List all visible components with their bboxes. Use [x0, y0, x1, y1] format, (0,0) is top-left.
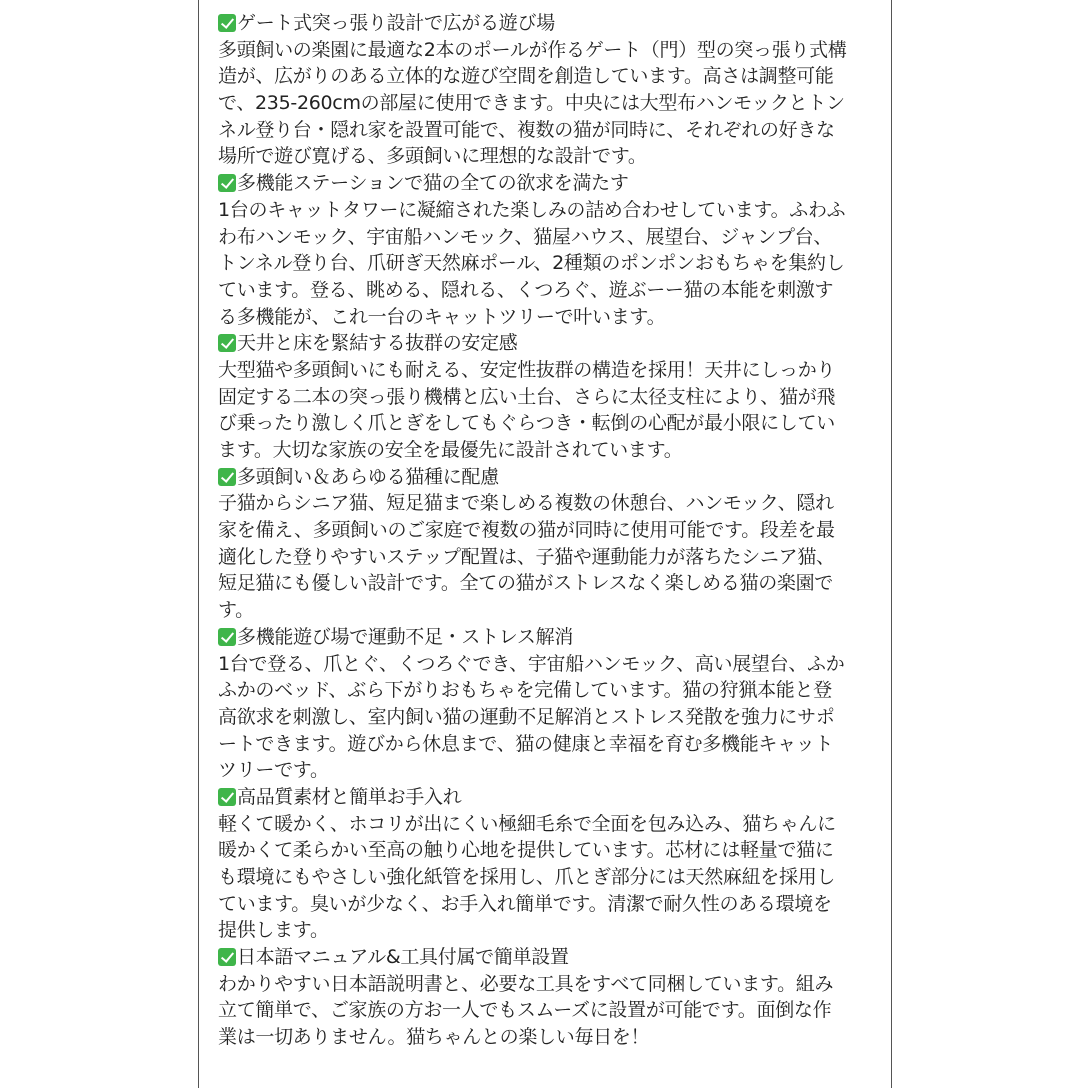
feature-body-line: 高欲求を刺激し、室内飼い猫の運動不足解消とストレス発散を強力にサポ	[218, 705, 835, 728]
feature-heading-text: 日本語マニュアル&工具付属で簡単設置	[237, 946, 569, 969]
check-mark-icon	[218, 468, 236, 486]
feature-heading	[218, 624, 888, 651]
feature-section	[218, 784, 888, 944]
feature-section	[218, 944, 888, 1051]
feature-body-line: 短足猫にも優しい設計です。全ての猫がストレスなく楽しめる猫の楽園で	[218, 572, 834, 595]
feature-body-line: ネル登り台・隠れ家を設置可能で、複数の猫が同時に、それぞれの好きな	[218, 118, 835, 141]
feature-heading-text: 多機能遊び場で運動不足・ストレス解消	[237, 625, 574, 648]
feature-section	[218, 624, 888, 784]
check-mark-icon	[218, 628, 236, 646]
feature-body-line: わ布ハンモック、宇宙船ハンモック、猫屋ハウス、展望台、ジャンプ台、	[218, 225, 833, 248]
feature-heading-text: 多機能ステーションで猫の全ての欲求を満たす	[237, 172, 629, 195]
feature-heading	[218, 170, 888, 197]
feature-body-line: わかりやすい日本語説明書と、必要な工具をすべて同梱しています。組み	[218, 972, 834, 995]
check-mark-icon	[218, 948, 236, 966]
feature-body-line: 子猫からシニア猫、短足猫まで楽しめる複数の休憩台、ハンモック、隠れ	[218, 492, 834, 515]
feature-body-line: び乗ったり激しく爪とぎをしてもぐらつき・転倒の心配が最小限にしてい	[218, 412, 835, 435]
feature-body-line: 多頭飼いの楽園に最適な2本のポールが作るゲート（門）型の突っ張り式構	[218, 38, 847, 61]
feature-body-line: ートできます。遊びから休息まで、猫の健康と幸福を育む多機能キャット	[218, 732, 834, 755]
feature-body-line: す。	[218, 599, 254, 622]
feature-body-line: ふかのベッド、ぶら下がりおもちゃを完備しています。猫の狩猟本能と登	[218, 679, 832, 702]
feature-body-line: 1台のキャットタワーに凝縮された楽しみの詰め合わせしています。ふわふ	[218, 198, 846, 221]
feature-heading	[218, 944, 888, 971]
feature-body-line: ています。臭いが少なく、お手入れ簡単です。清潔で耐久性のある環境を	[218, 892, 832, 915]
feature-body-line: トンネル登り台、爪研ぎ天然麻ポール、2種類のポンポンおもちゃを集約し	[218, 252, 845, 275]
feature-body-line: 固定する二本の突っ張り機構と広い土台、さらに太径支柱により、猫が飛	[218, 385, 836, 408]
feature-body-line: 造が、広がりのある立体的な遊び空間を創造しています。高さは調整可能	[218, 65, 834, 88]
feature-body-line: 家を備え、多頭飼いのご家庭で複数の猫が同時に使用可能です。段差を最	[218, 519, 835, 542]
feature-section	[218, 170, 888, 330]
feature-section	[218, 330, 888, 463]
feature-heading-text: ゲート式突っ張り設計で広がる遊び場	[237, 12, 555, 34]
check-mark-icon	[218, 334, 236, 352]
feature-body-line: ています。登る、眺める、隠れる、くつろぐ、遊ぶーー猫の本能を刺激す	[218, 278, 834, 301]
feature-body-line: 大型猫や多頭飼いにも耐える、安定性抜群の構造を採用！天井にしっかり	[218, 358, 836, 381]
feature-body-line: 軽くて暖かく、ホコリが出にくい極細毛糸で全面を包み込み、猫ちゃんに	[218, 812, 836, 835]
feature-body-line: 業は一切ありません。猫ちゃんとの楽しい毎日を！	[218, 1026, 650, 1049]
feature-section	[218, 10, 888, 170]
feature-body-line: ツリーです。	[218, 759, 329, 782]
feature-body-line: 1台で登る、爪とぐ、くつろぐでき、宇宙船ハンモック、高い展望台、ふか	[218, 652, 845, 675]
feature-body-line: 暖かくて柔らかい至高の触り心地を提供しています。芯材には軽量で猫に	[218, 839, 834, 862]
feature-heading	[218, 464, 888, 491]
feature-body-line: ます。大切な家族の安全を最優先に設計されています。	[218, 439, 683, 461]
check-mark-icon	[218, 174, 236, 192]
feature-body-line: 立て簡単で、ご家族の方お一人でもスムーズに設置が可能です。面倒な作	[218, 999, 832, 1022]
feature-body-line: で、235-260cmの部屋に使用できます。中央には大型布ハンモックとトン	[218, 92, 845, 115]
feature-body-line: 適化した登りやすいステップ配置は、子猫や運動能力が落ちたシニア猫、	[218, 545, 835, 568]
check-mark-icon	[218, 788, 236, 806]
feature-heading	[218, 784, 888, 811]
feature-section	[218, 464, 888, 624]
product-description	[218, 10, 888, 1051]
feature-heading	[218, 10, 888, 37]
feature-heading-text: 多頭飼い＆あらゆる猫種に配慮	[237, 465, 499, 488]
feature-heading-text: 天井と床を緊結する抜群の安定感	[237, 332, 518, 355]
feature-body-line: 提供します。	[218, 919, 329, 942]
feature-body-line: も環境にもやさしい強化紙管を採用し、爪とぎ部分には天然麻紐を採用し	[218, 866, 836, 888]
feature-heading	[218, 330, 888, 357]
feature-heading-text: 高品質素材と簡単お手入れ	[237, 785, 462, 808]
feature-body-line: 場所で遊び寛げる、多頭飼いに理想的な設計です。	[218, 145, 647, 168]
check-mark-icon	[218, 14, 236, 32]
feature-body-line: る多機能が、これ一台のキャットツリーで叶います。	[218, 305, 666, 328]
